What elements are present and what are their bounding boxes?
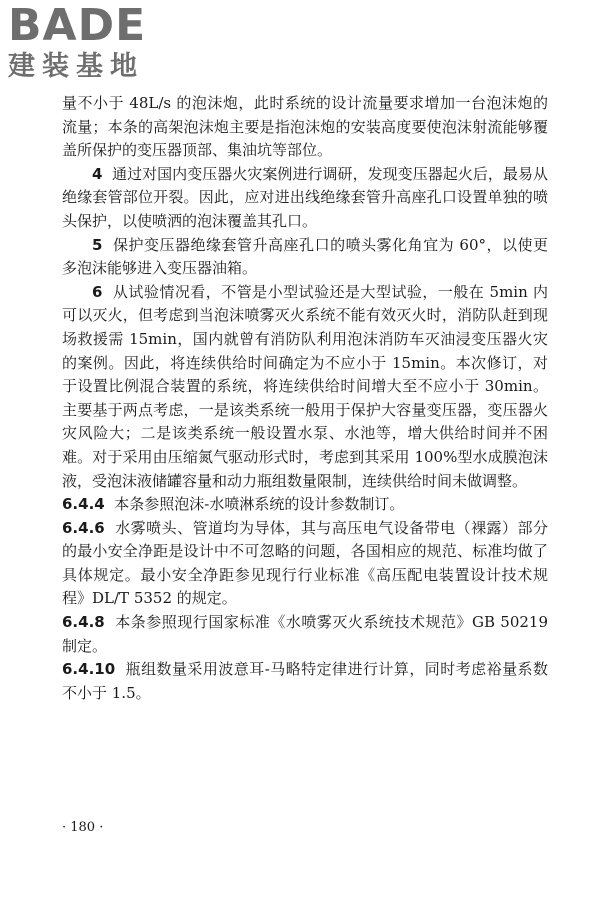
page-number: · 180 · (62, 820, 104, 835)
clause-number: 6.4.10 (62, 660, 116, 679)
clause-number: 6.4.8 (62, 613, 105, 632)
clause-number: 6.4.4 (62, 495, 105, 514)
item-number: 5 (92, 235, 103, 254)
paragraph-text: 量不小于 48L/s 的泡沫炮，此时系统的设计流量要求增加一台泡沫炮的流量；本条的高架泡沫炮主要是指泡沫炮的安装高度要使泡沫射流能够覆盖所保护的变压器顶部、集油坑等部位。 (62, 94, 548, 160)
clause-number: 6.4.6 (62, 518, 105, 537)
clause-6-4-10 (62, 658, 548, 705)
item-number: 4 (92, 164, 103, 183)
paragraph-continuation (62, 92, 548, 163)
paragraph-text: 瓶组数量采用波意耳-马略特定律进行计算，同时考虑裕量系数不小于 1.5。 (62, 660, 548, 702)
bade-logo (8, 0, 178, 86)
paragraph-text: 水雾喷头、管道均为导体，其与高压电气设备带电（裸露）部分的最小安全净距是设计中不可忽略的问题，各国相应的规范、标准均做了具体规定。最小安全净距参见现行行业标准《高压配电装置设计技术规程》DL/T 5352 的规定。 (62, 518, 548, 608)
paragraph-text: 本条参照泡沫-水喷淋系统的设计参数制订。 (114, 495, 405, 514)
item-number: 6 (92, 282, 103, 301)
paragraph-item-5 (62, 234, 548, 281)
clause-6-4-6 (62, 517, 548, 611)
paragraph-item-6 (62, 281, 548, 493)
clause-6-4-4 (62, 493, 548, 517)
paragraph-text: 本条参照现行国家标准《水喷雾灭火系统技术规范》GB 50219 制定。 (62, 613, 548, 655)
paragraph-text: 从试验情况看，不管是小型试验还是大型试验，一般在 5min 内可以灭火，但考虑到当泡沫喷雾灭火系统不能有效灭火时，消防队赶到现场救援需 15min，国内就曾有消防队利用泡沫消防车灭油浸变压器火灾的案例。因此，将连续供给时间确定为不应小于 15min。本次修订，对于设置比例混合装置的系统，将连续供给时间增大至不应小于 30min。主要基于两点考虑，一是该类系统一般用于保护大容量变压器，变压器火灾风险大；二是该类系统一般设置水泵、水池等，增大供给时间并不困难。对于采用由压缩氮气驱动形式时，考虑到其采用 100%型水成膜泡沫液，受泡沫液储罐容量和动力瓶组数量限制，连续供给时间未做调整。 (62, 282, 548, 490)
paragraph-text: 通过对国内变压器火灾案例进行调研，发现变压器起火后，最易从绝缘套管部位开裂。因此，应对进出线绝缘套管升高座孔口设置单独的喷头保护，以使喷洒的泡沫覆盖其孔口。 (62, 164, 548, 230)
logo-wordmark: BADE (8, 0, 147, 51)
logo-subtitle: 建装基地 (8, 51, 144, 82)
paragraph-item-4 (62, 163, 548, 234)
paragraph-text: 保护变压器绝缘套管升高座孔口的喷头雾化角宜为 60°，以使更多泡沫能够进入变压器油箱。 (62, 235, 549, 278)
page-body (62, 92, 548, 705)
clause-6-4-8 (62, 611, 548, 658)
